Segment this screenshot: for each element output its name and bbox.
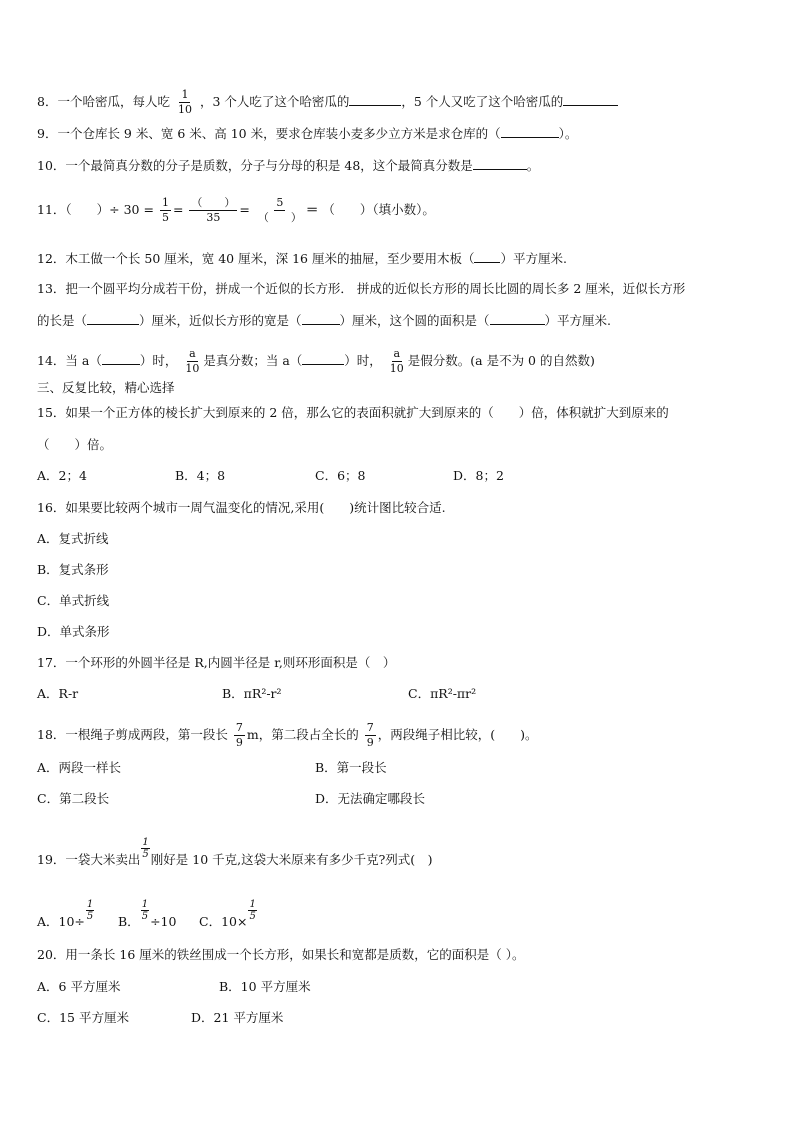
- question-10: 10．一个最简真分数的分子是质数，分子与分母的积是 48，这个最简真分数是 。: [37, 158, 540, 173]
- fraction-one-fifth: $\frac{1}{5}$: [142, 837, 149, 860]
- fraction-a-over-10: $\frac{a}{10}$: [185, 347, 200, 375]
- question-11: 11．（ ）÷ 30 = $\frac{1}{5}$ = （ ） 35 = 5 （ ） ＝ （ ）（填小数）。: [37, 196, 435, 224]
- question-18-option-d[interactable]: D．无法确定哪段长: [315, 791, 426, 806]
- section-heading: 三、反复比较，精心选择: [37, 380, 175, 395]
- fraction-one-fifth: $\frac{1}{5}$: [249, 899, 256, 922]
- answer-blank[interactable]: [490, 312, 545, 325]
- question-16: 16．如果要比较两个城市一周气温变化的情况,采用( )统计图比较合适.: [37, 500, 446, 515]
- answer-blank[interactable]: [302, 352, 344, 365]
- question-18-option-c[interactable]: C．第二段长: [37, 791, 110, 806]
- question-18-option-b[interactable]: B．第一段长: [315, 760, 387, 775]
- question-12: 12．木工做一个长 50 厘米，宽 40 厘米，深 16 厘米的抽屉，至少要用木板（ ）平方厘米.: [37, 251, 567, 266]
- fraction-one-fifth: $\frac{1}{5}$: [161, 196, 169, 224]
- question-16-option-c[interactable]: C．单式折线: [37, 593, 110, 608]
- question-15-option-b[interactable]: B．4；8: [175, 468, 226, 483]
- answer-blank[interactable]: [501, 125, 559, 138]
- question-15-option-a[interactable]: A．2；4: [37, 468, 87, 483]
- question-19-option-c[interactable]: C．10× $\frac{1}{5}$: [199, 899, 256, 929]
- fraction-seven-ninths: $\frac{7}{9}$: [366, 721, 374, 749]
- answer-blank[interactable]: [473, 157, 527, 170]
- fraction-seven-ninths: $\frac{7}{9}$: [235, 721, 243, 749]
- question-16-option-b[interactable]: B．复式条形: [37, 562, 109, 577]
- question-15-line1: 15．如果一个正方体的棱长扩大到原来的 2 倍，那么它的表面积就扩大到原来的（ ）倍，体积就扩大到原来的: [37, 405, 669, 420]
- answer-blank[interactable]: [563, 93, 618, 106]
- fraction-one-fifth: $\frac{1}{5}$: [86, 899, 94, 922]
- fraction-5-blank: 5 （ ）: [257, 196, 302, 224]
- question-20-option-a[interactable]: A．6 平方厘米: [37, 979, 121, 994]
- question-19-option-b[interactable]: B． $\frac{1}{5}$ ÷10: [118, 899, 177, 929]
- question-17-option-b[interactable]: B．πR²-r²: [222, 686, 282, 701]
- question-16-option-d[interactable]: D．单式条形: [37, 624, 110, 639]
- question-20-option-d[interactable]: D．21 平方厘米: [191, 1010, 284, 1025]
- question-20-option-b[interactable]: B．10 平方厘米: [219, 979, 311, 994]
- question-20: 20．用一条长 16 厘米的铁丝围成一个长方形，如果长和宽都是质数，它的面积是（ ）。: [37, 947, 525, 962]
- fraction-a-over-10: $\frac{a}{10}$: [389, 347, 404, 375]
- answer-blank[interactable]: [102, 352, 140, 365]
- question-16-option-a[interactable]: A．复式折线: [37, 531, 109, 546]
- question-14: 14．当 a（ ）时， $\frac{a}{10}$ 是真分数；当 a（ ）时， $\frac{a}{10}$ 是假分数。(a 是不为 0 的自然数): [37, 347, 595, 375]
- question-18-option-a[interactable]: A．两段一样长: [37, 760, 122, 775]
- question-18: 18．一根绳子剪成两段，第一段长 $\frac{7}{9}$ m，第二段占全长的 $\frac{7}{9}$ ，两段绳子相比较，( )。: [37, 721, 538, 749]
- fraction-one-tenth: $\frac{1}{10}$: [177, 88, 192, 116]
- question-13-line1: 13．把一个圆平均分成若干份，拼成一个近似的长方形． 拼成的近似长方形的周长比圆的周长多 2 厘米，近似长方形: [37, 281, 686, 296]
- question-8: 8．一个哈密瓜，每人吃 $\frac{1}{10}$ ，3 个人吃了这个哈密瓜的 ，5 个人又吃了这个哈密瓜的: [37, 89, 618, 116]
- question-15-line2: （ ）倍。: [37, 437, 113, 452]
- question-17-option-c[interactable]: C．πR²-πr²: [408, 686, 477, 701]
- question-9: 9．一个仓库长 9 米、宽 6 米、高 10 米，要求仓库装小麦多少立方米是求仓库的（ ）。: [37, 126, 578, 141]
- answer-blank[interactable]: [474, 250, 500, 263]
- fraction-one-fifth: $\frac{1}{5}$: [141, 899, 149, 922]
- question-17-option-a[interactable]: A．R-r: [37, 686, 79, 701]
- question-17: 17．一个环形的外圆半径是 R,内圆半径是 r,则环形面积是（ ）: [37, 655, 396, 670]
- question-20-option-c[interactable]: C．15 平方厘米: [37, 1010, 129, 1025]
- question-13-line2: 的长是（ ）厘米，近似长方形的宽是（ ）厘米，这个圆的面积是（ ）平方厘米.: [37, 313, 612, 328]
- question-15-option-c[interactable]: C．6；8: [315, 468, 366, 483]
- question-19: 19．一袋大米卖出 $\frac{1}{5}$ 刚好是 10 千克,这袋大米原来有多少千克?列式( ): [37, 837, 433, 867]
- fraction-blank-35: （ ） 35: [191, 196, 236, 224]
- question-15-option-d[interactable]: D．8；2: [453, 468, 504, 483]
- answer-blank[interactable]: [87, 312, 139, 325]
- answer-blank[interactable]: [302, 312, 340, 325]
- answer-blank[interactable]: [349, 93, 401, 106]
- question-19-option-a[interactable]: A．10÷ $\frac{1}{5}$: [37, 899, 94, 929]
